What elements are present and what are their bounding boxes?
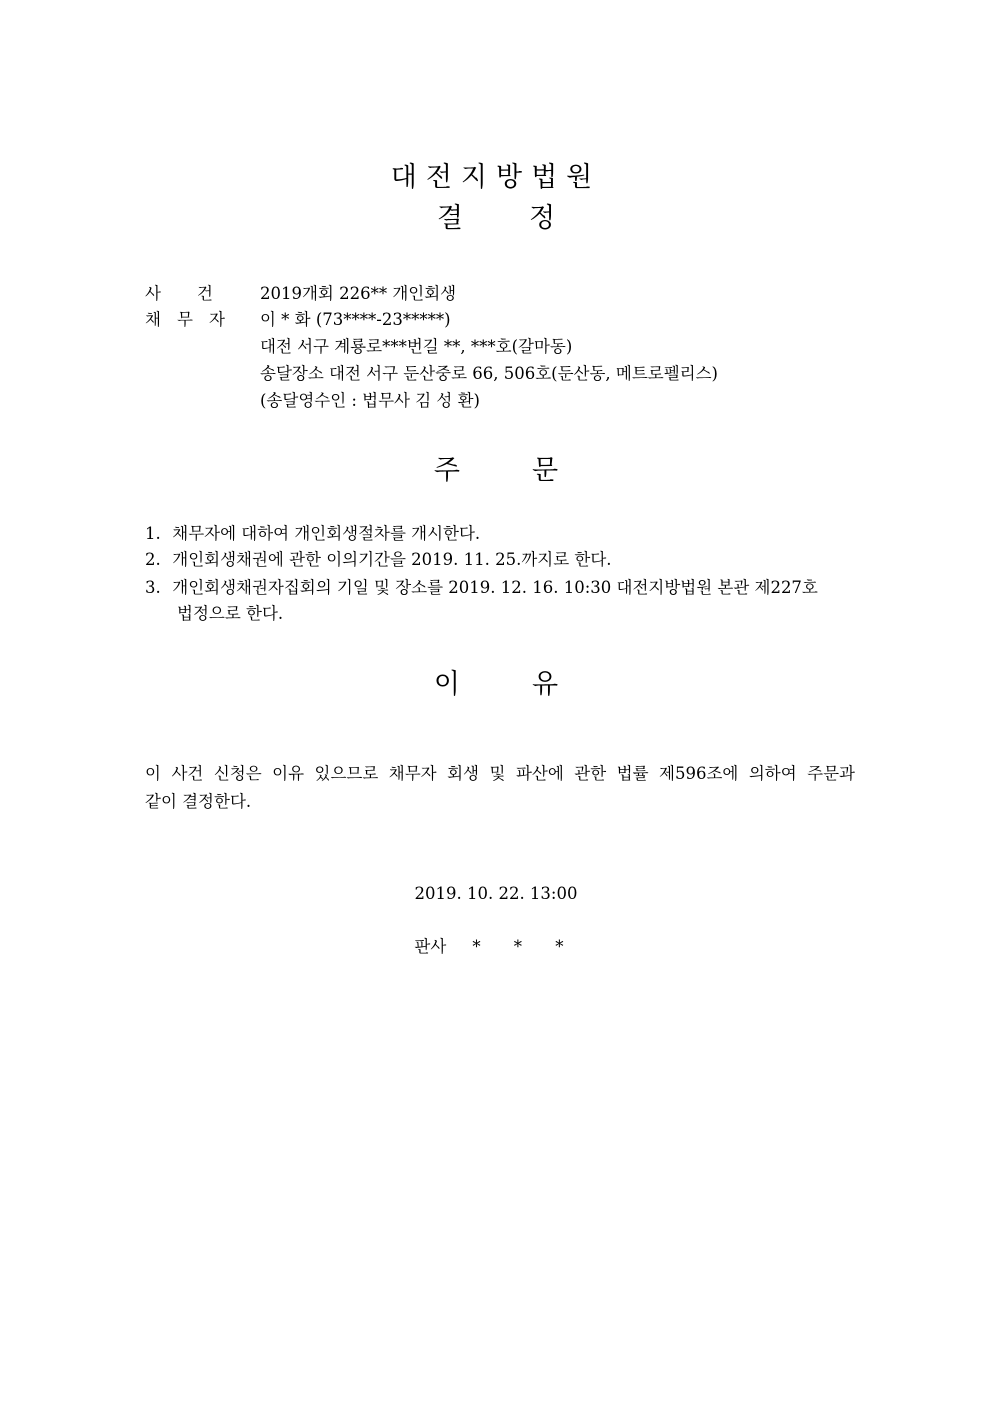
judge-name: * * * — [472, 937, 578, 956]
case-number-row — [145, 280, 865, 308]
delivery-recipient: (송달영수인 : 법무사 김 성 환) — [260, 391, 480, 410]
debtor-address-row — [145, 333, 865, 361]
debtor-label: 채 무 자 — [145, 310, 225, 329]
case-number: 2019개회 226** 개인회생 — [260, 284, 457, 303]
debtor-row — [145, 306, 865, 334]
order-item — [145, 546, 855, 574]
order-heading: 주 문 — [433, 455, 559, 486]
debtor-address: 대전 서구 계룡로***번길 **, ***호(갈마동) — [260, 337, 573, 356]
order-item-text: 채무자에 대하여 개인회생절차를 개시한다. — [172, 524, 481, 543]
case-label: 사 건 — [145, 284, 213, 303]
order-item-text: 개인회생채권에 관한 이의기간을 2019. 11. 25.까지로 한다. — [172, 550, 612, 569]
document-title-char-1: 결 — [436, 203, 463, 234]
document-title — [0, 201, 992, 237]
decision-date: 2019. 10. 22. 13:00 — [414, 884, 578, 903]
delivery-address-row — [145, 360, 865, 388]
order-item — [145, 574, 855, 602]
order-item — [145, 520, 855, 548]
reason-line: 같이 결정한다. — [145, 792, 252, 811]
reason-line: 이 사건 신청은 이유 있으므로 채무자 회생 및 파산에 관한 법률 제596조에 의하여 주문과 — [145, 764, 855, 783]
document-title-char-2: 정 — [529, 203, 556, 234]
reason-text — [145, 760, 855, 816]
order-item-number: 2. — [145, 550, 161, 569]
debtor-name: 이 * 화 (73****-23*****) — [260, 310, 451, 329]
delivery-address: 송달장소 대전 서구 둔산중로 66, 506호(둔산동, 메트로펠리스) — [260, 364, 718, 383]
judge-label: 판사 — [414, 937, 447, 956]
reason-heading: 이 유 — [433, 669, 559, 700]
order-item-number: 1. — [145, 524, 161, 543]
court-name: 대전지방법원 — [390, 162, 602, 193]
order-item-text: 개인회생채권자집회의 기일 및 장소를 2019. 12. 16. 10:30 대전지방법원 본관 제227호 — [172, 578, 818, 597]
judge-signature — [0, 933, 992, 961]
order-item-continuation: 법정으로 한다. — [177, 604, 284, 623]
delivery-recipient-row — [145, 387, 865, 415]
order-item-number: 3. — [145, 578, 161, 597]
